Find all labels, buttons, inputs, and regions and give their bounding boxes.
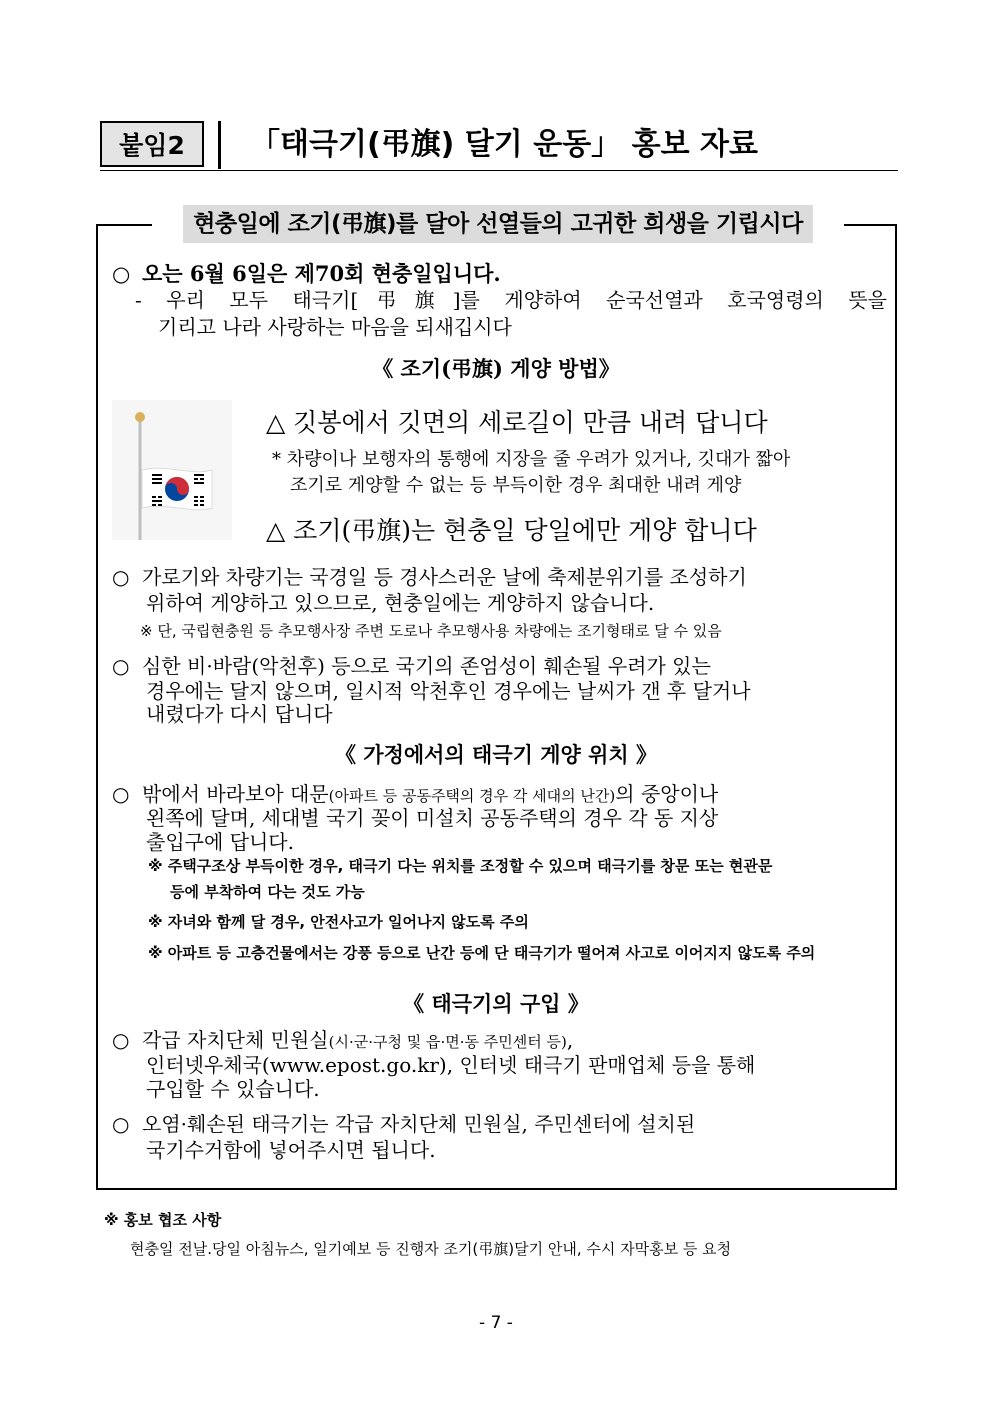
attachment-tag: 붙임2 <box>100 121 204 167</box>
bullet: ○ <box>112 565 130 589</box>
buy-line-2: 인터넷우체국(www.epost.go.kr), 인터넷 태극기 판매업체 등을 통해 <box>146 1053 756 1077</box>
bullet: ○ <box>112 261 131 286</box>
buy-text-b: (시·군·구청 및 읍·면·동 주민센터 등) <box>328 1033 567 1051</box>
home-line-2: 왼쪽에 달며, 세대별 국기 꽂이 미설치 공동주택의 경우 각 동 지상 <box>146 806 719 830</box>
weather-line-3: 내렸다가 다시 답니다 <box>146 702 333 726</box>
disposal-line-2: 국기수거함에 넣어주시면 됩니다. <box>146 1138 436 1162</box>
home-text-c: 의 중앙이나 <box>615 782 719 806</box>
bullet: ○ <box>112 1112 130 1136</box>
buy-text-c: , <box>566 1028 574 1052</box>
disposal-line-1 <box>112 1113 695 1135</box>
method-note-1: * 차량이나 보행자의 통행에 지장을 줄 우려가 있거나, 깃대가 짧아 <box>272 449 791 470</box>
header-divider <box>218 121 221 169</box>
bullet: ○ <box>112 654 130 678</box>
bullet: ○ <box>112 782 130 806</box>
home-note-1a: ※ 주택구조상 부득이한 경우, 태극기 다는 위치를 조정할 수 있으며 태극기를 창문 또는 현관문 <box>148 857 773 875</box>
street-flags-text: 가로기와 차량기는 국경일 등 경사스러운 날에 축제분위기를 조성하기 <box>142 565 747 589</box>
weather-line-2: 경우에는 달지 않으며, 일시적 악천후인 경우에는 날씨가 갠 후 달거나 <box>146 679 751 703</box>
home-note-3: ※ 아파트 등 고층건물에서는 강풍 등으로 난간 등에 단 태극기가 떨어져 사고로 이어지지 않도록 주의 <box>148 944 816 962</box>
home-line-3: 출입구에 답니다. <box>146 830 294 854</box>
weather-text: 심한 비·바람(악천후) 등으로 국기의 존엄성이 훼손될 우려가 있는 <box>142 654 711 678</box>
street-flags-line-2: 위하여 게양하고 있으므로, 현충일에는 게양하지 않습니다. <box>146 591 655 615</box>
intro-text: 오는 6월 6일은 제70회 현충일입니다. <box>142 261 501 286</box>
weather-line-1 <box>112 655 711 677</box>
buy-line-1 <box>112 1029 573 1051</box>
page-title: 「태극기(弔旗) 달기 운동」 홍보 자료 <box>250 127 758 162</box>
method-note-2: 조기로 게양할 수 없는 등 부득이한 경우 최대한 내려 게양 <box>290 475 742 496</box>
section-heading-buy: 《 태극기의 구입 》 <box>403 991 589 1016</box>
half-mast-flag-icon <box>112 400 232 540</box>
intro-line-2: - 우리 모두 태극기[弔旗]를 게양하여 순국선열과 호국영령의 뜻을 <box>135 288 887 312</box>
section-heading-home: 《 가정에서의 태극기 게양 위치 》 <box>335 742 657 767</box>
method-item-1: △ 깃봉에서 깃면의 세로길이 만큼 내려 답니다 <box>266 408 768 437</box>
home-note-2: ※ 자녀와 함께 달 경우, 안전사고가 일어나지 않도록 주의 <box>148 913 529 931</box>
street-flags-note: ※ 단, 국립현충원 등 추모행사장 주변 도로나 추모행사용 차량에는 조기형태로 달 수 있음 <box>140 622 722 640</box>
buy-text-a: 각급 자치단체 민원실 <box>142 1028 329 1052</box>
banner <box>152 204 844 244</box>
cooperation-text: 현충일 전날.당일 아침뉴스, 일기예보 등 진행자 조기(弔旗)달기 안내, 수시 자막홍보 등 요청 <box>130 1240 732 1258</box>
cooperation-heading: ※ 홍보 협조 사항 <box>104 1211 222 1229</box>
disposal-text: 오염·훼손된 태극기는 각급 자치단체 민원실, 주민센터에 설치된 <box>142 1112 696 1136</box>
home-text-b: (아파트 등 공동주택의 경우 각 세대의 난간) <box>328 787 616 805</box>
banner-text: 현충일에 조기(弔旗)를 달아 선열들의 고귀한 희생을 기립시다 <box>183 205 813 243</box>
page-number: - 7 - <box>479 1313 513 1333</box>
home-note-1b: 등에 부착하여 다는 것도 가능 <box>170 883 365 901</box>
intro-line-1 <box>112 262 501 285</box>
street-flags-line-1 <box>112 566 747 588</box>
buy-line-3: 구입할 수 있습니다. <box>146 1077 320 1101</box>
section-heading-method: 《 조기(弔旗) 게양 방법》 <box>372 356 620 381</box>
home-text-a: 밖에서 바라보아 대문 <box>142 782 329 806</box>
header-underline <box>100 170 898 171</box>
intro-line-3: 기리고 나라 사랑하는 마음을 되새깁시다 <box>158 315 512 339</box>
home-line-1 <box>112 783 718 805</box>
method-item-2: △ 조기(弔旗)는 현충일 당일에만 게양 합니다 <box>266 516 757 545</box>
bullet: ○ <box>112 1028 130 1052</box>
